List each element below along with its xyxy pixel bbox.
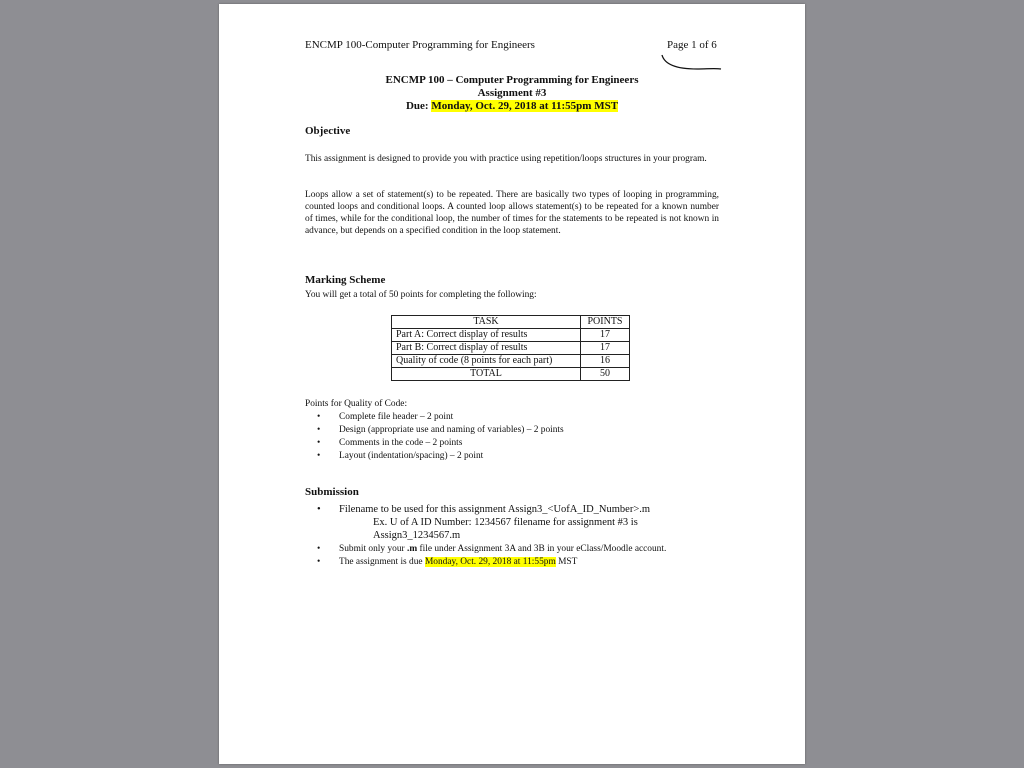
- table-header-row: [392, 316, 630, 329]
- submit-text-pre: Submit only your: [339, 544, 407, 554]
- marking-table: [391, 315, 630, 381]
- marking-scheme-heading: Marking Scheme: [305, 274, 386, 286]
- table-total-row: [392, 368, 630, 381]
- document-page: [219, 4, 805, 764]
- objective-paragraph-1: This assignment is designed to provide you with practice using repetition/loops structures in your program.: [305, 154, 707, 164]
- submission-list-2: [305, 543, 745, 569]
- table-header-task: TASK: [392, 316, 581, 329]
- filename-example-line-2: Assign3_1234567.m: [373, 530, 461, 541]
- list-item: • Design (appropriate use and naming of variables) – 2 points: [305, 424, 725, 437]
- submission-list: [305, 503, 745, 542]
- page-number: Page 1 of 6: [667, 39, 717, 51]
- marking-scheme-intro: You will get a total of 50 points for completing the following:: [305, 290, 537, 300]
- due-label: Due:: [405, 100, 432, 112]
- objective-heading: Objective: [305, 125, 351, 137]
- table-cell-task: Quality of code (8 points for each part): [392, 355, 581, 368]
- objective-paragraph-2: Loops allow a set of statement(s) to be repeated. There are basically two types of looping in programming, counted loops and conditional loops. A counted loop allows statement(s) to be repeated for a known number of times, while for the conditional loop, the number of times for the statements to be repeated is not known in advance, but depends on a specified condition in the loop statement.: [305, 190, 719, 236]
- quality-list: [305, 411, 725, 463]
- table-cell-task: Part A: Correct display of results: [392, 329, 581, 342]
- table-header-points: POINTS: [581, 316, 630, 329]
- table-cell-points: 17: [581, 342, 630, 355]
- quality-intro: Points for Quality of Code:: [305, 399, 408, 409]
- due-text-pre: The assignment is due: [339, 557, 425, 567]
- due-date-highlight: Monday, Oct. 29, 2018 at 11:55pm MST: [431, 100, 619, 112]
- due-date-line: [305, 100, 719, 113]
- submission-heading: Submission: [305, 486, 359, 498]
- due-text-highlight: Monday, Oct. 29, 2018 at 11:55pm: [424, 557, 556, 567]
- table-total-value: 50: [581, 368, 630, 381]
- course-title: ENCMP 100 – Computer Programming for Engineers: [385, 74, 639, 86]
- handwritten-squiggle: [659, 52, 725, 76]
- list-item: [305, 556, 745, 569]
- list-item: • Complete file header – 2 point: [305, 411, 725, 424]
- filename-example-line-1: Ex. U of A ID Number: 1234567 filename for assignment #3 is: [373, 517, 638, 528]
- list-item: [305, 543, 745, 556]
- list-item: [305, 503, 745, 542]
- submit-text-bold: .m: [406, 544, 418, 554]
- table-cell-points: 16: [581, 355, 630, 368]
- table-total-label: TOTAL: [392, 368, 581, 381]
- page-header-title: ENCMP 100-Computer Programming for Engineers: [305, 39, 535, 51]
- submit-text-post: file under Assignment 3A and 3B in your eClass/Moodle account.: [417, 544, 667, 554]
- list-item: • Layout (indentation/spacing) – 2 point: [305, 450, 725, 463]
- table-row: [392, 329, 630, 342]
- table-cell-points: 17: [581, 329, 630, 342]
- table-row: [392, 355, 630, 368]
- table-cell-task: Part B: Correct display of results: [392, 342, 581, 355]
- due-text-post: MST: [555, 557, 578, 567]
- list-item: • Comments in the code – 2 points: [305, 437, 725, 450]
- assignment-title-block: [305, 74, 719, 113]
- filename-rule: • Filename to be used for this assignment Assign3_<UofA_ID_Number>.m: [339, 504, 651, 515]
- table-row: [392, 342, 630, 355]
- assignment-number: Assignment #3: [477, 87, 547, 99]
